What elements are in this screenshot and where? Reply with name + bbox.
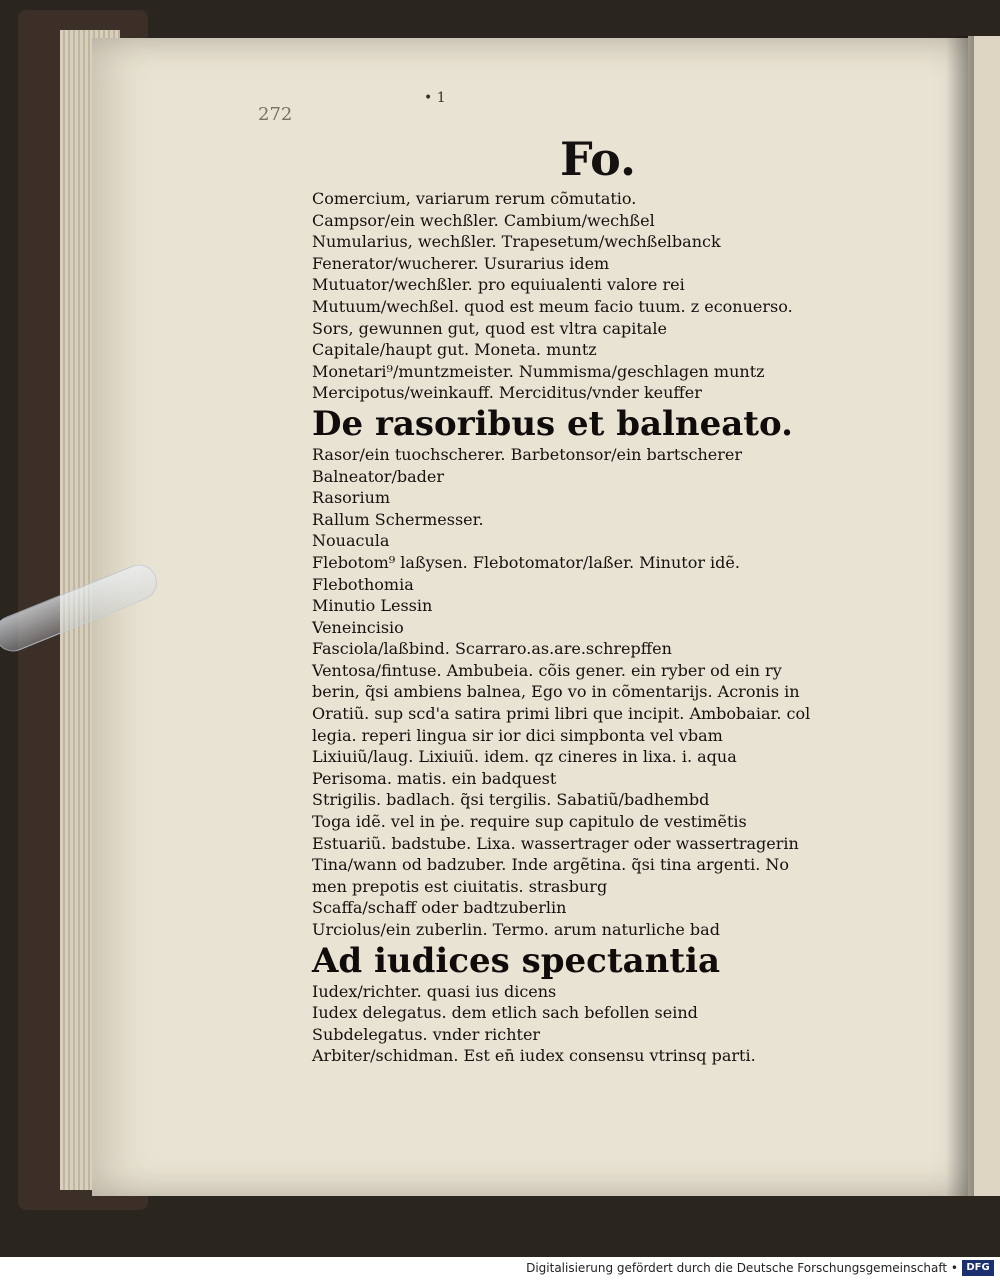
text-line: Campsor/ein wechßler. Cambium/wechßel: [312, 210, 655, 230]
text-line: Iudex delegatus. dem etlich sach befollen seind: [312, 1003, 698, 1023]
text-line: Mutuator/wechßler. pro equiualenti valore rei: [312, 275, 685, 295]
text-line: Arbiter/schidman. Est en̄ iudex consensu vtrinsq parti.: [312, 1046, 756, 1066]
text-line: Monetari⁹/muntzmeister. Nummisma/geschlagen muntz: [312, 361, 765, 381]
text-line: legia. reperi lingua sir ior dici simpbonta vel vbam: [312, 725, 723, 745]
text-line: Tina/wann od badzuber. Inde argẽtina. q̃si tina argenti. No: [312, 855, 790, 875]
section-heading: De rasoribus et balneato.: [312, 403, 793, 444]
funding-notice: Digitalisierung gefördert durch die Deutsche Forschungsgemeinschaft •: [526, 1261, 958, 1275]
text-block: [312, 188, 872, 1067]
text-line: Strigilis. badlach. q̃si tergilis. Sabatiũ/badhembd: [312, 790, 710, 810]
text-line: Sors, gewunnen gut, quod est vltra capitale: [312, 318, 667, 338]
text-line: Lixiuiũ/laug. Lixiuiũ. idem. qz cineres in lixa. i. aqua: [312, 747, 737, 767]
text-line: Balneator/bader: [312, 466, 444, 486]
text-line: Perisoma. matis. ein badquest: [312, 768, 557, 788]
text-line: Fasciola/laßbind. Scarraro.as.are.schrepffen: [312, 639, 672, 659]
text-line: Estuariũ. badstube. Lixa. wassertrager oder wassertragerin: [312, 833, 799, 853]
text-line: Minutio Lessin: [312, 596, 433, 616]
text-line: Toga idẽ. vel in ṗe. require sup capitulo de vestimẽtis: [312, 812, 747, 832]
text-line: Oratiũ. sup scd'a satira primi libri que incipit. Ambobaiar. col: [312, 704, 811, 724]
text-line: Iudex/richter. quasi ius dicens: [312, 981, 557, 1001]
page-number-mark: 272: [258, 104, 293, 125]
text-line: Scaffa/schaff oder badtzuberlin: [312, 898, 567, 918]
spine-shadow: [946, 36, 974, 1196]
text-line: Flebothomia: [312, 574, 414, 594]
text-line: men prepotis est ciuitatis. strasburg: [312, 876, 608, 896]
text-line: Numularius, wechßler. Trapesetum/wechßelbanck: [312, 232, 721, 252]
section-heading: Ad iudices spectantia: [312, 940, 720, 981]
page-dot: • 1: [424, 90, 446, 106]
text-line: Urciolus/ein zuberlin. Termo. arum naturliche bad: [312, 920, 720, 939]
text-line: Mercipotus/weinkauff. Merciditus/vnder keuffer: [312, 383, 702, 403]
text-line: Mutuum/wechßel. quod est meum facio tuum. z econuerso.: [312, 296, 793, 316]
text-line: Comercium, variarum rerum cõmutatio.: [312, 189, 637, 208]
text-line: Ventosa/fintuse. Ambubeia. cõis gener. ein ryber od ein ry: [312, 660, 782, 680]
text-line: Rasorium: [312, 488, 391, 508]
text-line: berin, q̃si ambiens balnea, Ego vo in cõmentarijs. Acronis in: [312, 682, 800, 702]
text-line: Flebotom⁹ laßysen. Flebotomator/laßer. Minutor idẽ.: [312, 552, 740, 572]
text-line: Rasor/ein tuochscherer. Barbetonsor/ein bartscherer: [312, 444, 743, 464]
text-line: Rallum Schermesser.: [312, 509, 484, 529]
text-line: Nouacula: [312, 531, 390, 551]
dfg-logo: DFG: [962, 1260, 994, 1276]
text-line: Subdelegatus. vnder richter: [312, 1024, 541, 1044]
running-header: Fo.: [560, 132, 637, 186]
text-line: Veneincisio: [312, 617, 404, 637]
text-line: Capitale/haupt gut. Moneta. muntz: [312, 340, 597, 360]
footer-bar: [0, 1257, 1000, 1280]
text-line: Fenerator/wucherer. Usurarius idem: [312, 253, 610, 273]
